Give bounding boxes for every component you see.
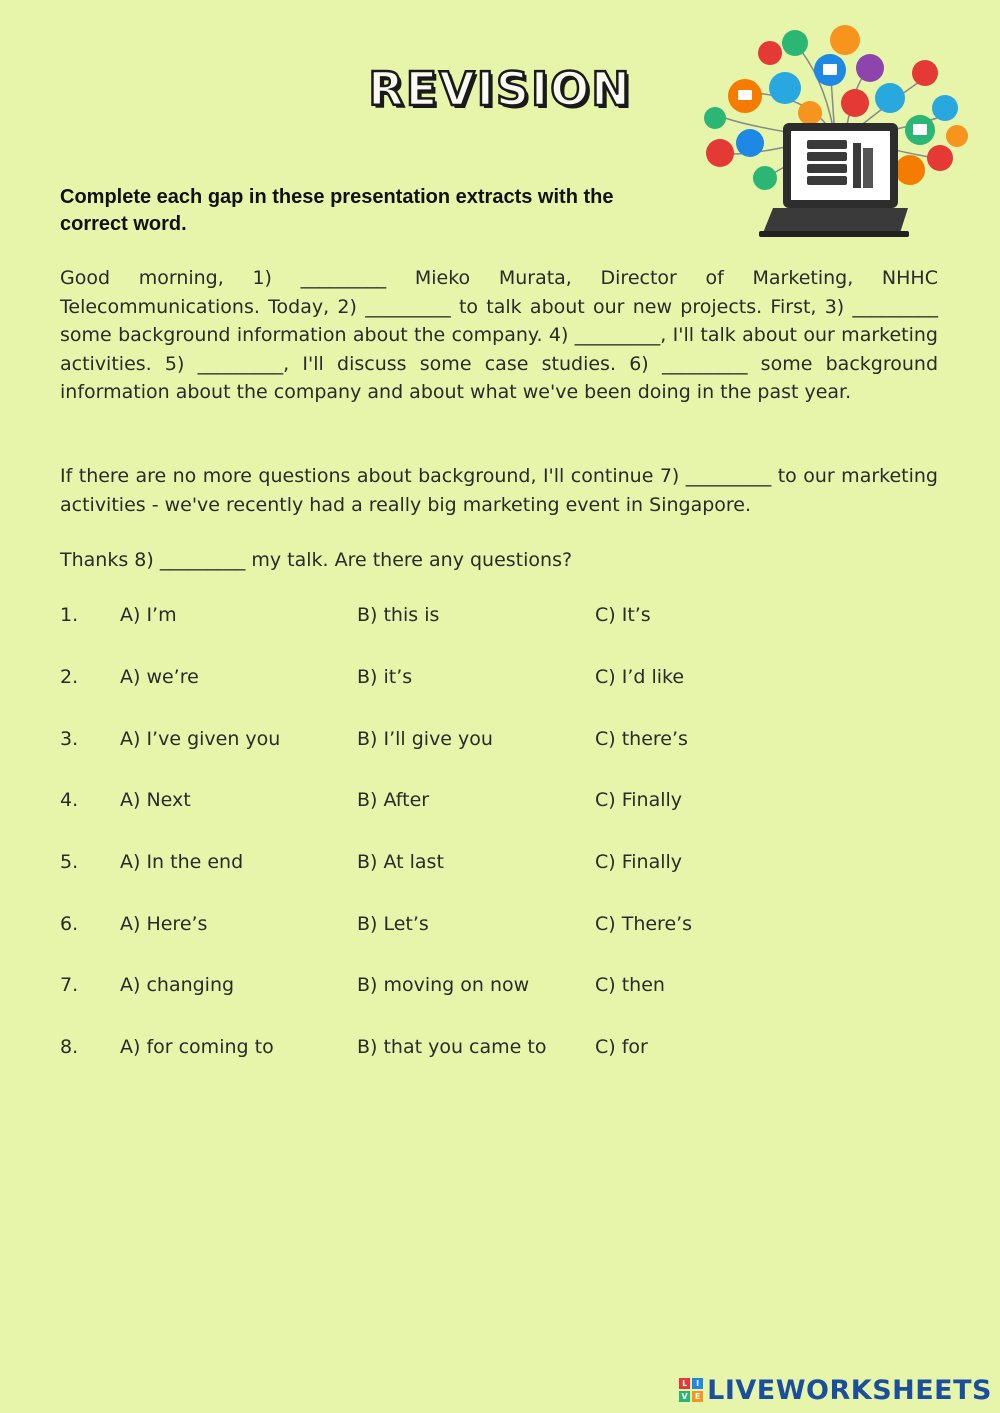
option-c[interactable]: C) Finally (595, 789, 683, 811)
paragraph-2: If there are no more questions about background, I'll continue 7) _________ to our marketing activities - we've recently had a really big marketing event in Singapore. (60, 465, 938, 516)
option-a[interactable]: A) Next (120, 789, 191, 811)
option-b[interactable]: B) After (357, 789, 430, 811)
question-number: 3. (60, 728, 79, 750)
question-row-7 (60, 974, 760, 1004)
option-a[interactable]: A) I’ve given you (120, 728, 281, 750)
laptop-icon (759, 123, 909, 237)
question-number: 8. (60, 1036, 79, 1058)
question-number: 5. (60, 851, 79, 873)
option-c[interactable]: C) There’s (595, 913, 693, 935)
option-b[interactable]: B) Let’s (357, 913, 429, 935)
logo-icon: L I V E (679, 1378, 703, 1402)
question-row-4 (60, 789, 760, 819)
option-a[interactable]: A) we’re (120, 666, 199, 688)
option-a[interactable]: A) for coming to (120, 1036, 274, 1058)
option-c[interactable]: C) I’d like (595, 666, 685, 688)
option-b[interactable]: B) this is (357, 604, 440, 626)
option-a[interactable]: A) changing (120, 974, 235, 996)
technology-illustration (695, 18, 980, 243)
paragraph-1: Good morning, 1) _________ Mieko Murata, Director of Marketing, NHHC Telecommunications. Today, 2) _________ to talk about our new projects. First, 3) _________ some background information about the company. 4) _________, I'll talk about our marketing activities. 5) _________, I'll discuss some case studies. 6) _________ some background information about the company and about what we've been doing in the past year. (60, 267, 938, 403)
question-row-6 (60, 913, 760, 943)
question-row-2 (60, 666, 760, 696)
option-c[interactable]: C) Finally (595, 851, 683, 873)
question-row-3 (60, 728, 760, 758)
option-b[interactable]: B) I’ll give you (357, 728, 493, 750)
question-number: 7. (60, 974, 79, 996)
option-b[interactable]: B) At last (357, 851, 444, 873)
option-c[interactable]: C) then (595, 974, 665, 996)
logo-text: LIVEWORKSHEETS (707, 1374, 992, 1406)
question-row-5 (60, 851, 760, 881)
option-a[interactable]: A) In the end (120, 851, 244, 873)
option-c[interactable]: C) for (595, 1036, 648, 1058)
option-b[interactable]: B) moving on now (357, 974, 530, 996)
instruction-text: Complete each gap in these presentation extracts with the correct word. (60, 186, 614, 235)
question-number: 6. (60, 913, 79, 935)
question-number: 4. (60, 789, 79, 811)
option-c[interactable]: C) there’s (595, 728, 688, 750)
option-c[interactable]: C) It’s (595, 604, 651, 626)
option-b[interactable]: B) that you came to (357, 1036, 547, 1058)
page-title: REVISION (368, 62, 632, 116)
liveworksheets-logo[interactable] (679, 1373, 992, 1407)
question-number: 1. (60, 604, 79, 626)
question-row-1 (60, 604, 760, 634)
paragraph-3: Thanks 8) _________ my talk. Are there any questions? (60, 549, 573, 571)
option-a[interactable]: A) I’m (120, 604, 177, 626)
question-row-8 (60, 1036, 760, 1066)
option-a[interactable]: A) Here’s (120, 913, 208, 935)
option-b[interactable]: B) it’s (357, 666, 413, 688)
question-number: 2. (60, 666, 79, 688)
